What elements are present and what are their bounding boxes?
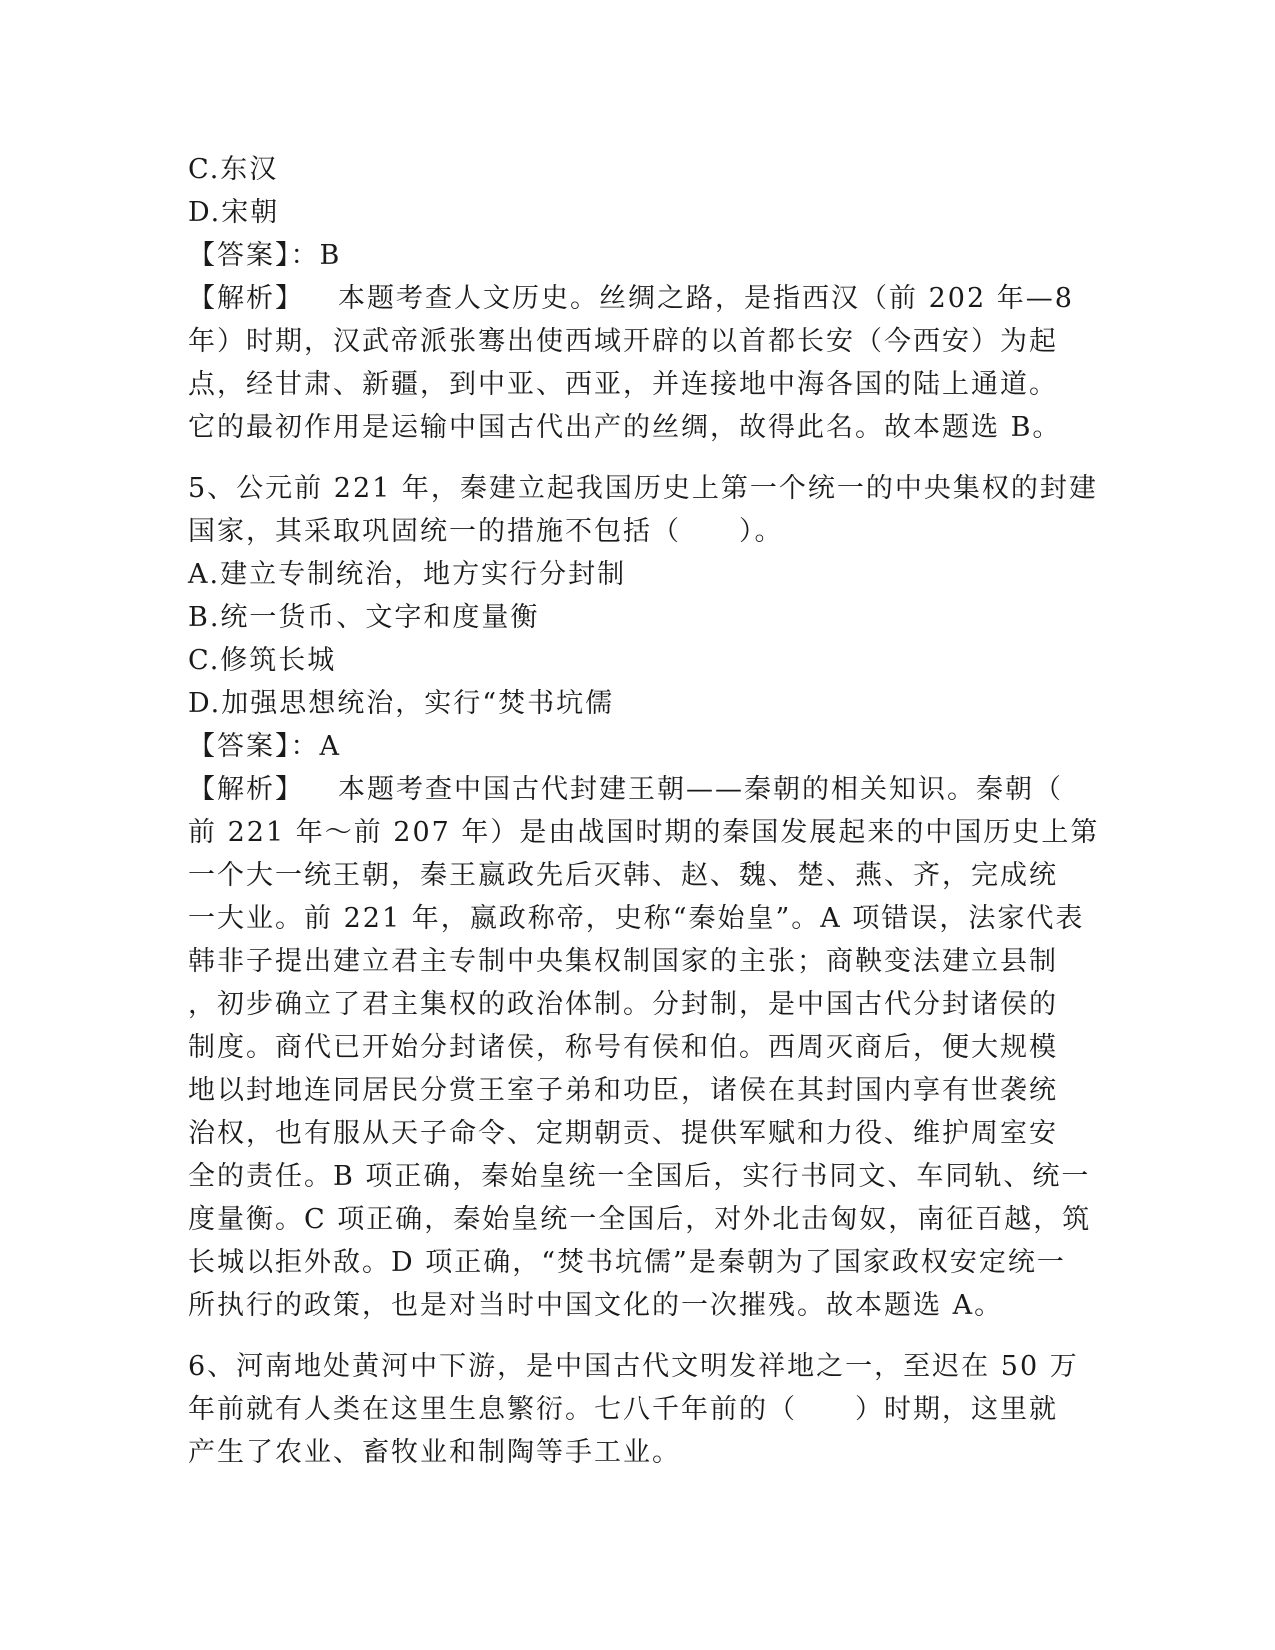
q4-answer: 【答案】：B	[188, 240, 342, 271]
q5-analysis-line-12: 长城以拒外敌。D 项正确，“焚书坑儒”是秦朝为了国家政权安定统一	[188, 1247, 1066, 1278]
q5-analysis-line-4: 一大业。前 221 年，嬴政称帝，史称“秦始皇”。A 项错误，法家代表	[188, 903, 1085, 934]
spacer	[188, 449, 1088, 467]
q5-analysis-line-8: 地以封地连同居民分赏王室子弟和功臣，诸侯在其封国内享有世袭统	[188, 1075, 1058, 1106]
q5-option-b: B.统一货币、文字和度量衡	[188, 602, 540, 633]
q6-stem-line-3: 产生了农业、畜牧业和制陶等手工业。	[188, 1437, 681, 1468]
q5-analysis-line-2: 前 221 年～前 207 年）是由战国时期的秦国发展起来的中国历史上第	[188, 817, 1100, 848]
q5-analysis-line-10: 全的责任。B 项正确，秦始皇统一全国后，实行书同文、车同轨、统一	[188, 1161, 1091, 1192]
q5-answer: 【答案】：A	[188, 731, 341, 762]
page-content	[188, 148, 1100, 1474]
q5-option-d: D.加强思想统治，实行“焚书坑儒	[188, 688, 615, 719]
q5-stem-line-1: 5、公元前 221 年，秦建立起我国历史上第一个统一的中央集权的封建	[188, 473, 1098, 504]
q5-analysis-text-1: 本题考查中国古代封建王朝——秦朝的相关知识。秦朝（	[338, 774, 1063, 805]
q5-option-c: C.修筑长城	[188, 645, 337, 676]
q5-analysis-line-7: 制度。商代已开始分封诸侯，称号有侯和伯。西周灭商后，便大规模	[188, 1032, 1058, 1063]
q4-analysis-line-3: 点，经甘肃、新疆，到中亚、西亚，并连接地中海各国的陆上通道。	[188, 369, 1058, 400]
q6-stem-line-2: 年前就有人类在这里生息繁衍。七八千年前的（ ）时期，这里就	[188, 1394, 1058, 1425]
q4-analysis-tag: 【解析】	[188, 283, 304, 314]
spacer	[188, 1327, 1088, 1345]
q4-option-c: C.东汉	[188, 154, 279, 185]
q5-analysis-line-3: 一个大一统王朝，秦王嬴政先后灭韩、赵、魏、楚、燕、齐，完成统	[188, 860, 1058, 891]
q4-option-d: D.宋朝	[188, 197, 280, 228]
q4-analysis-line-1	[188, 277, 1088, 320]
q5-option-a: A.建立专制统治，地方实行分封制	[188, 559, 627, 590]
q4-analysis-line-2: 年）时期，汉武帝派张骞出使西域开辟的以首都长安（今西安）为起	[188, 326, 1058, 357]
q5-analysis-line-9: 治权，也有服从天子命令、定期朝贡、提供军赋和力役、维护周室安	[188, 1118, 1058, 1149]
q5-analysis-line-13: 所执行的政策，也是对当时中国文化的一次摧残。故本题选 A。	[188, 1290, 1004, 1321]
q5-analysis-line-5: 韩非子提出建立君主专制中央集权制国家的主张；商鞅变法建立县制	[188, 946, 1058, 977]
q5-analysis-line-6: ，初步确立了君主集权的政治体制。分封制，是中国古代分封诸侯的	[188, 989, 1058, 1020]
q4-analysis-line-4: 它的最初作用是运输中国古代出产的丝绸，故得此名。故本题选 B。	[188, 412, 1062, 443]
q4-analysis-text-1: 本题考查人文历史。丝绸之路，是指西汉（前 202 年—8	[338, 283, 1074, 314]
q5-analysis-tag: 【解析】	[188, 774, 304, 805]
q5-stem-line-2: 国家，其采取巩固统一的措施不包括（ ）。	[188, 516, 784, 547]
q6-stem-line-1: 6、河南地处黄河中下游，是中国古代文明发祥地之一，至迟在 50 万	[188, 1351, 1079, 1382]
q5-analysis-line-1	[188, 768, 1088, 811]
q5-analysis-line-11: 度量衡。C 项正确，秦始皇统一全国后，对外北击匈奴，南征百越，筑	[188, 1204, 1092, 1235]
